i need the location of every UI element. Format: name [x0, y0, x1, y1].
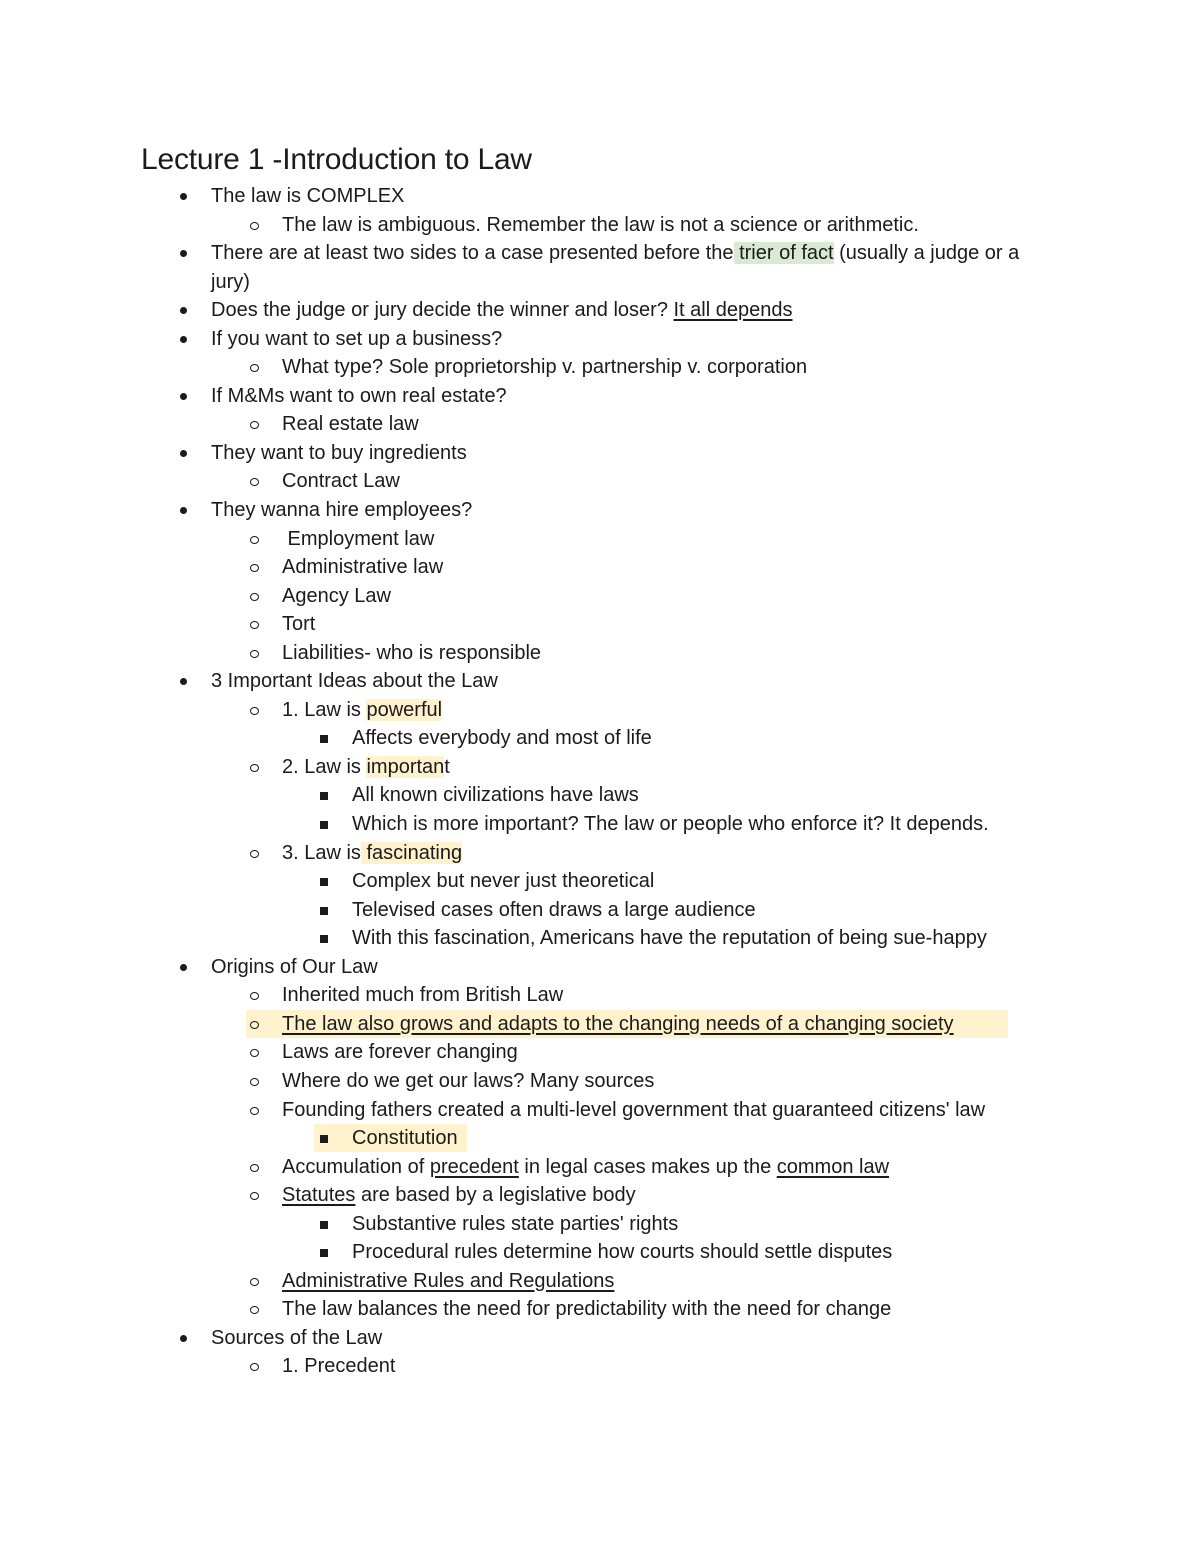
underlined-term: precedent	[429, 1155, 519, 1178]
list-item	[0, 1096, 1200, 1125]
list-item-text: Liabilities- who is responsible	[282, 641, 542, 664]
list-item	[0, 1210, 1200, 1239]
list-item	[0, 1038, 1200, 1067]
list-item	[0, 1124, 1200, 1153]
bullet-disc-icon	[180, 393, 187, 400]
list-item-text: If M&Ms want to own real estate?	[211, 384, 507, 407]
underlined-term: Administrative Rules and Regulations	[282, 1269, 615, 1292]
highlighted-term: importan	[366, 755, 445, 778]
list-item-text: Substantive rules state parties' rights	[352, 1212, 679, 1235]
list-item	[0, 1238, 1200, 1267]
bullet-circle-icon	[250, 1078, 259, 1086]
bullet-disc-icon	[180, 507, 187, 514]
list-item	[0, 325, 1051, 354]
list-item-text: 1. Precedent	[282, 1355, 396, 1378]
list-item-text: 1. Law is	[282, 698, 367, 721]
list-item	[0, 896, 1200, 925]
list-item	[0, 667, 1051, 696]
list-item-text: (usually a judge or a jury)	[211, 242, 1020, 293]
list-item	[0, 382, 1051, 411]
underlined-term: It all depends	[673, 299, 793, 322]
list-item	[0, 839, 1200, 868]
list-item	[0, 610, 1200, 639]
bullet-square-icon	[320, 907, 328, 915]
list-item	[0, 781, 1200, 810]
bullet-square-icon	[320, 935, 328, 943]
bullet-circle-icon	[250, 536, 259, 544]
bullet-square-icon	[320, 1135, 328, 1143]
list-item	[0, 239, 1051, 296]
list-item	[0, 211, 1200, 240]
list-item-text: Real estate law	[282, 413, 419, 436]
list-item-text: There are at least two sides to a case presented before the	[211, 242, 734, 265]
list-item	[0, 1267, 1200, 1296]
list-item-text: Employment law	[282, 527, 435, 550]
list-item-text: Affects everybody and most of life	[352, 727, 652, 750]
bullet-circle-icon	[250, 421, 259, 429]
bullet-square-icon	[320, 735, 328, 743]
list-item	[0, 582, 1200, 611]
bullet-circle-icon	[250, 1049, 259, 1057]
list-item-text: Agency Law	[282, 584, 391, 607]
list-item-text: Origins of Our Law	[211, 955, 378, 978]
list-item-text: in legal cases makes up the	[518, 1155, 777, 1178]
list-item-text: If you want to set up a business?	[211, 327, 503, 350]
list-item-text: Procedural rules determine how courts should settle disputes	[352, 1241, 893, 1264]
bullet-circle-icon	[250, 1306, 259, 1314]
bullet-disc-icon	[180, 250, 187, 257]
list-item-text: Complex but never just theoretical	[352, 870, 655, 893]
bullet-circle-icon	[250, 1021, 259, 1029]
list-item	[0, 410, 1200, 439]
bullet-disc-icon	[180, 450, 187, 457]
list-item-text: Inherited much from British Law	[282, 984, 564, 1007]
list-item-text: All known civilizations have laws	[352, 784, 639, 807]
list-item	[0, 867, 1200, 896]
bullet-circle-icon	[250, 364, 259, 372]
list-item-text: 3. Law is	[282, 841, 361, 864]
list-item	[0, 953, 1051, 982]
bullet-circle-icon	[250, 850, 259, 858]
list-item-text: The law is ambiguous. Remember the law is not a science or arithmetic.	[282, 213, 919, 236]
bullet-circle-icon	[250, 1164, 259, 1172]
list-item	[0, 1324, 1051, 1353]
list-item	[0, 525, 1200, 554]
list-item-text: 3 Important Ideas about the Law	[211, 670, 498, 693]
list-item	[0, 639, 1200, 668]
list-item	[0, 1067, 1200, 1096]
highlighted-term: powerful	[366, 698, 443, 721]
page-title: Lecture 1 -Introduction to Law	[141, 143, 532, 176]
underlined-term: The law also grows and adapts to the changing needs of a changing society	[282, 1012, 954, 1035]
notes-list	[0, 182, 1200, 1381]
list-item-text: Founding fathers created a multi-level government that guaranteed citizens' law	[282, 1098, 986, 1121]
list-item-text: Televised cases often draws a large audience	[352, 898, 756, 921]
bullet-square-icon	[320, 821, 328, 829]
list-item-text: Constitution	[352, 1127, 458, 1150]
list-item	[0, 924, 1200, 953]
list-item-text: are based by a legislative body	[355, 1184, 636, 1207]
list-item	[0, 981, 1200, 1010]
bullet-circle-icon	[250, 707, 259, 715]
bullet-circle-icon	[250, 1363, 259, 1371]
bullet-square-icon	[320, 1249, 328, 1257]
underlined-term: common law	[776, 1155, 890, 1178]
list-item-text: The law balances the need for predictability with the need for change	[282, 1298, 892, 1321]
bullet-square-icon	[320, 792, 328, 800]
bullet-square-icon	[320, 1221, 328, 1229]
list-item-text: What type? Sole proprietorship v. partnership v. corporation	[282, 356, 808, 379]
list-item	[0, 1352, 1200, 1381]
bullet-circle-icon	[250, 992, 259, 1000]
bullet-circle-icon	[250, 621, 259, 629]
bullet-disc-icon	[180, 1335, 187, 1342]
bullet-disc-icon	[180, 336, 187, 343]
list-item	[0, 296, 1051, 325]
bullet-disc-icon	[180, 678, 187, 685]
list-item	[0, 1181, 1200, 1210]
list-item	[0, 467, 1200, 496]
bullet-circle-icon	[250, 764, 259, 772]
list-item-text: Contract Law	[282, 470, 400, 493]
list-item	[0, 1295, 1200, 1324]
bullet-circle-icon	[250, 564, 259, 572]
list-item	[0, 1010, 1200, 1039]
bullet-circle-icon	[250, 593, 259, 601]
bullet-square-icon	[320, 878, 328, 886]
list-item	[0, 439, 1051, 468]
bullet-circle-icon	[250, 1278, 259, 1286]
list-item-text: Accumulation of	[282, 1155, 430, 1178]
list-item-text: 2. Law is	[282, 755, 367, 778]
highlighted-term: trier of fact	[733, 242, 834, 265]
list-item	[0, 810, 1200, 839]
list-item	[0, 553, 1200, 582]
list-item-text: Sources of the Law	[211, 1326, 383, 1349]
list-item	[0, 753, 1200, 782]
list-item-text: Tort	[282, 613, 316, 636]
list-item	[0, 496, 1051, 525]
list-item-text: The law is COMPLEX	[211, 185, 405, 207]
bullet-circle-icon	[250, 650, 259, 658]
list-item-text: Does the judge or jury decide the winner and loser?	[211, 299, 674, 322]
list-item	[0, 353, 1200, 382]
bullet-circle-icon	[250, 1192, 259, 1200]
bullet-circle-icon	[250, 1107, 259, 1115]
list-item	[0, 724, 1200, 753]
list-item	[0, 182, 1051, 211]
list-item-text: They wanna hire employees?	[211, 499, 473, 522]
list-item	[0, 696, 1200, 725]
bullet-circle-icon	[250, 222, 259, 230]
bullet-disc-icon	[180, 307, 187, 314]
list-item-text: t	[444, 755, 450, 778]
highlighted-term: fascinating	[360, 841, 463, 864]
list-item-text: With this fascination, Americans have the reputation of being sue-happy	[352, 927, 987, 950]
bullet-circle-icon	[250, 478, 259, 486]
list-item-text: Administrative law	[282, 556, 444, 579]
list-item-text: Laws are forever changing	[282, 1041, 518, 1064]
underlined-term: Statutes	[282, 1184, 356, 1207]
list-item-text: They want to buy ingredients	[211, 441, 467, 464]
bullet-disc-icon	[180, 964, 187, 971]
bullet-disc-icon	[180, 193, 187, 200]
list-item-text: Where do we get our laws? Many sources	[282, 1069, 655, 1092]
list-item	[0, 1153, 1200, 1182]
list-item-text: Which is more important? The law or people who enforce it? It depends.	[352, 813, 989, 836]
